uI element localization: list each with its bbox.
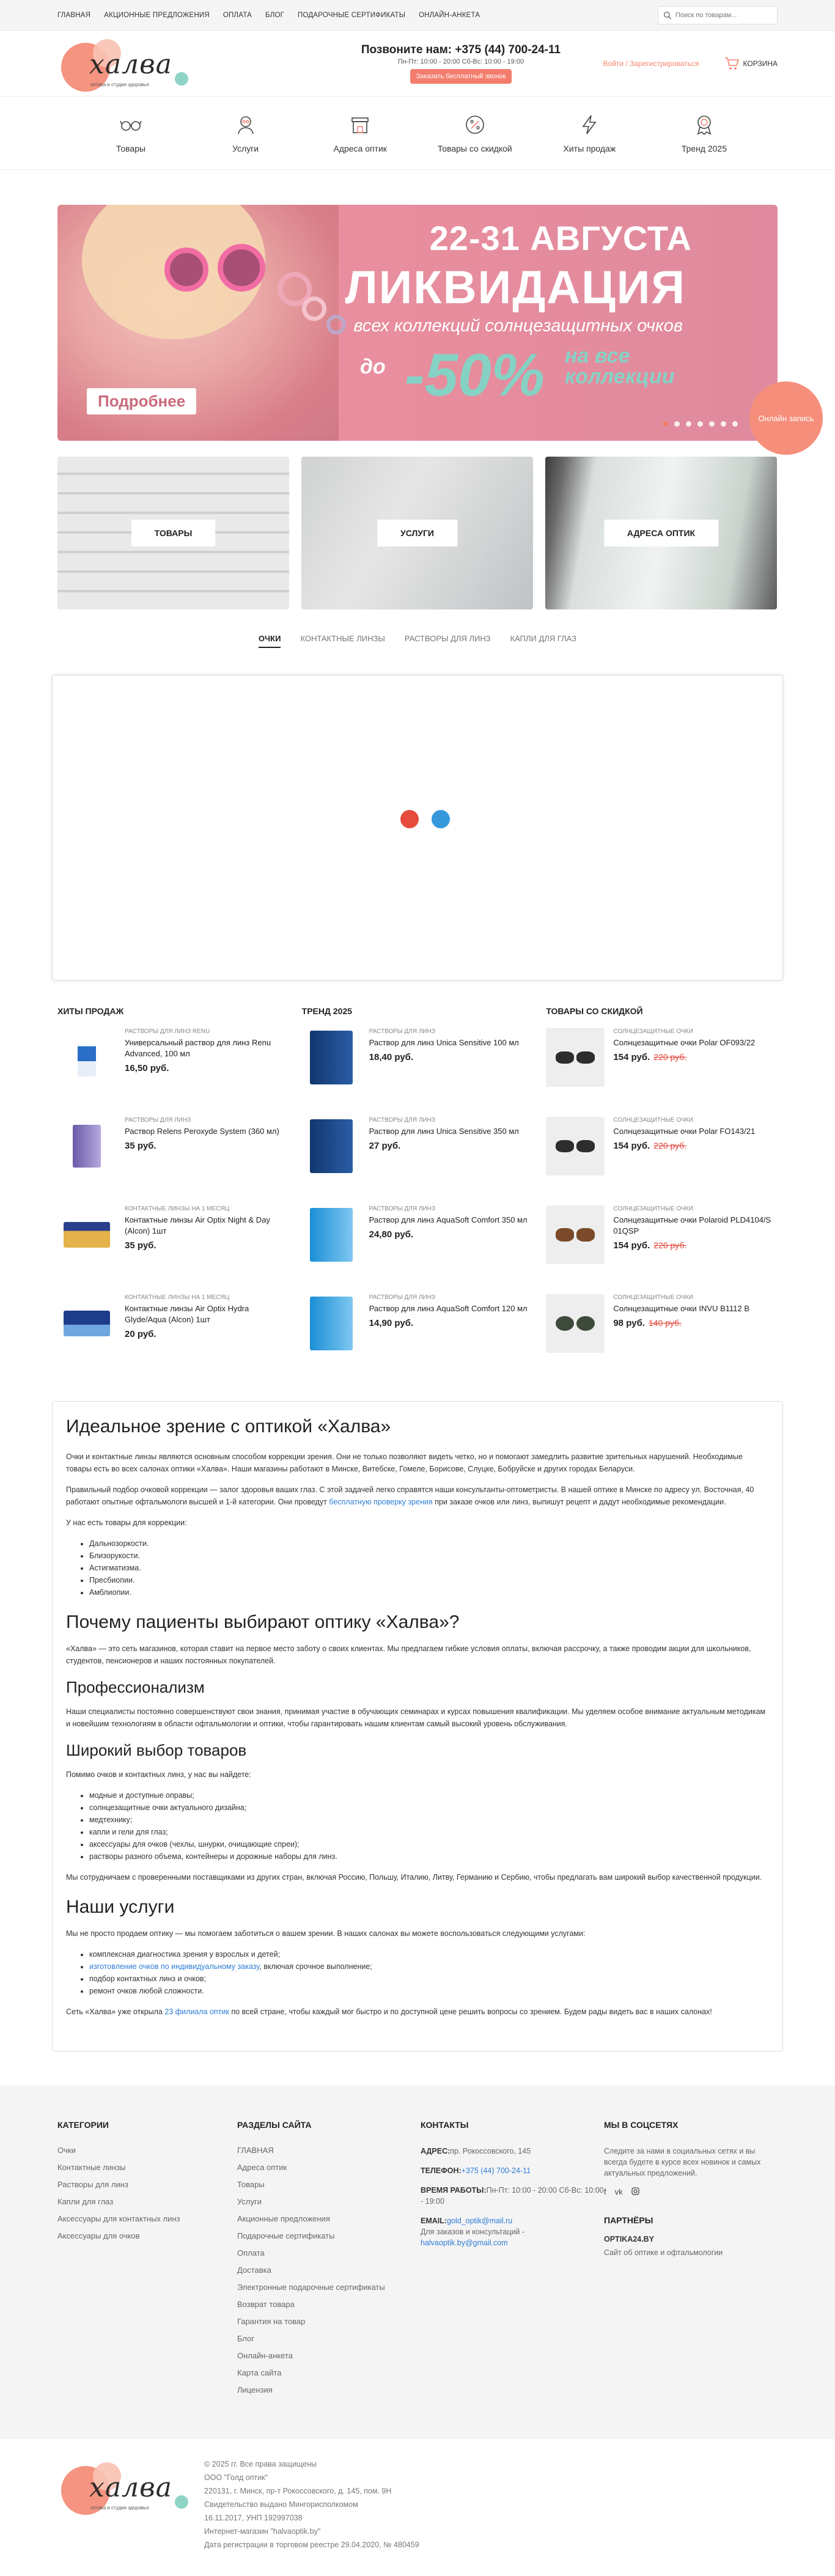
free-eye-exam-link[interactable]: бесплатную проверку зрения <box>329 1498 433 1506</box>
topnav-gift-certificates[interactable]: ПОДАРОЧНЫЕ СЕРТИФИКАТЫ <box>298 12 406 19</box>
footer-email-link[interactable]: gold_optik@mail.ru <box>447 2217 513 2225</box>
hero-discount: -50% <box>405 341 545 408</box>
article-paragraph: Правильный подбор очковой коррекции — залог здоровья ваших глаз. С этой задачей легко справятся наши консультанты-оптометристы. В нашей оптике в Минске по адресу ул. Восточная, 40 работают опытные офтальмологи высшей и 1-й категории. Они проведут бесплатную проверку зрения при заказе очков или линз, выпишут рецепт и дадут необходимые рекомендации. <box>66 1485 754 1506</box>
cart-label: КОРЗИНА <box>743 59 778 68</box>
footer-worktime: ВРЕМЯ РАБОТЫ:Пн-Пт: 10:00 - 20:00 Сб-Вс: 10:00 - 19:00 <box>421 2186 604 2206</box>
list-item: • растворы разного объема, контейнеры и дорожные наборы для линз. <box>89 1850 769 1863</box>
footer-categories <box>57 2120 237 2402</box>
section-tiles <box>57 457 778 609</box>
slider-dot[interactable] <box>709 421 715 427</box>
product-image[interactable] <box>546 1205 605 1264</box>
category-goods[interactable] <box>88 113 174 153</box>
tab-contact-lenses[interactable]: КОНТАКТНЫЕ ЛИНЗЫ <box>300 634 385 643</box>
logo-subtitle: оптика и студия здоровья <box>90 82 149 87</box>
product-price: 14,90 руб. <box>369 1318 414 1328</box>
article-paragraph: Наши специалисты постоянно совершенствуют свои знания, принимая участие в обучающих семинарах и курсах повышения квалификации. Мы уделяем особое внимание актуальным методикам и новейшим технологиям в области офтальмологии и оптики, чтобы гарантировать нашим клиентам самый высокий уровень обслуживания. <box>66 1707 766 1728</box>
footer-category-link[interactable]: Растворы для линз <box>57 2180 128 2189</box>
tab-lens-solutions[interactable]: РАСТВОРЫ ДЛЯ ЛИНЗ <box>404 634 491 643</box>
footer-phone-link[interactable]: +375 (44) 700-24-11 <box>461 2166 531 2175</box>
topnav-promotions[interactable]: АКЦИОННЫЕ ПРЕДЛОЖЕНИЯ <box>104 12 210 19</box>
tile-services[interactable] <box>301 457 533 609</box>
category-discounts[interactable] <box>432 113 518 153</box>
category-nav <box>0 97 835 170</box>
product-card[interactable] <box>302 1028 534 1117</box>
product-old-price: 220 руб. <box>653 1240 687 1250</box>
article-paragraph: Мы сотрудничаем с проверенными поставщиками из других стран, включая Россию, Польшу, Италию, Литву, Германию и Сербию, чтобы предлагать вам широкий выбор качественной продукции. <box>66 1873 762 1882</box>
site-header <box>0 31 835 97</box>
list-item: • Пресбиопии. <box>89 1574 769 1586</box>
product-columns <box>57 1006 778 1383</box>
footer-section-link[interactable]: Услуги <box>237 2197 262 2206</box>
legal-line: 16.11.2017, УНП 192997038 <box>204 2514 303 2522</box>
footer-section-link[interactable]: Возврат товара <box>237 2300 295 2309</box>
header-contacts <box>357 43 565 84</box>
partner-link[interactable]: OPTIKA24.BY <box>604 2235 654 2243</box>
product-name[interactable]: Раствор для линз AquaSoft Comfort 120 мл <box>369 1304 528 1313</box>
category-label: Адреса оптик <box>333 144 387 153</box>
product-category[interactable]: РАСТВОРЫ ДЛЯ ЛИНЗ <box>369 1294 435 1301</box>
product-price: 16,50 руб. <box>125 1063 169 1073</box>
slider-dots <box>663 421 738 427</box>
product-image[interactable] <box>57 1294 116 1353</box>
product-image[interactable] <box>546 1117 605 1176</box>
header-hours: Пн-Пт: 10:00 - 20:00 Сб-Вс: 10:00 - 19:00 <box>397 58 524 65</box>
list-item: • аксессуары для очков (чехлы, шнурки, очищающие спреи); <box>89 1838 769 1850</box>
footer-heading: РАЗДЕЛЫ САЙТА <box>237 2120 312 2130</box>
product-name[interactable]: Раствор для линз AquaSoft Comfort 350 мл <box>369 1215 528 1224</box>
hero-headline: ЛИКВИДАЦИЯ <box>345 262 686 314</box>
category-label: Услуги <box>232 144 259 153</box>
footer-section-link[interactable]: Товары <box>237 2180 265 2189</box>
product-category[interactable]: КОНТАКТНЫЕ ЛИНЗЫ НА 1 МЕСЯЦ <box>125 1205 230 1212</box>
product-column-title: ХИТЫ ПРОДАЖ <box>57 1006 124 1016</box>
vk-icon[interactable]: vk <box>614 2187 623 2196</box>
product-name[interactable]: Солнцезащитные очки Polaroid PLD4104/S 01QSP <box>613 1215 771 1235</box>
footer-section-link[interactable]: Акционные предложения <box>237 2214 330 2223</box>
footer-section-link[interactable]: Карта сайта <box>237 2368 282 2377</box>
product-old-price: 220 руб. <box>653 1052 687 1062</box>
article-subheading: Широкий выбор товаров <box>66 1741 247 1759</box>
topnav-online-form[interactable]: ОНЛАЙН-АНКЕТА <box>419 12 480 19</box>
product-name[interactable]: Раствор для линз Unica Sensitive 100 мл <box>369 1038 519 1047</box>
slider-dot[interactable] <box>697 421 703 427</box>
top-bar <box>0 0 835 31</box>
footer-section-link[interactable]: Блог <box>237 2334 255 2343</box>
product-image[interactable] <box>302 1117 361 1176</box>
footer-email: EMAIL:gold_optik@mail.ru Для заказов и консультаций - halvaoptik.by@gmail.com <box>421 2217 525 2247</box>
instagram-icon[interactable] <box>631 2187 639 2197</box>
search-icon[interactable] <box>663 11 672 20</box>
list-item: • капли и гели для глаз; <box>89 1826 769 1838</box>
footer-section-link[interactable]: ГЛАВНАЯ <box>237 2146 274 2155</box>
product-price: 18,40 руб. <box>369 1052 414 1062</box>
footer-logo[interactable] <box>57 2457 192 2516</box>
product-name[interactable]: Солнцезащитные очки Polar FO143/21 <box>613 1127 756 1136</box>
footer-section-link[interactable]: Адреса оптик <box>237 2163 287 2172</box>
footer-address: АДРЕС:пр. Рокоссовского, 145 <box>421 2147 531 2155</box>
goods-list <box>89 1789 769 1863</box>
product-image[interactable] <box>57 1117 116 1176</box>
glasses-icon <box>119 113 142 136</box>
hero-more-button[interactable]: Подробнее <box>87 388 196 414</box>
loader-dot <box>432 810 450 828</box>
footer-heading: КОНТАКТЫ <box>421 2120 469 2130</box>
tile-addresses[interactable] <box>545 457 777 609</box>
product-card[interactable] <box>57 1205 289 1294</box>
list-item: • модные и доступные оправы; <box>89 1789 769 1801</box>
product-card[interactable] <box>302 1294 534 1383</box>
branches-link[interactable]: 23 филиала оптик <box>164 2007 229 2016</box>
product-card[interactable] <box>57 1294 289 1383</box>
top-nav <box>57 12 480 19</box>
logo-word: халва <box>89 2472 172 2503</box>
login-link[interactable]: Войти / Зарегистрироваться <box>603 59 699 68</box>
product-image[interactable] <box>302 1294 361 1353</box>
topnav-payment[interactable]: ОПЛАТА <box>223 12 252 19</box>
product-name[interactable]: Раствор для линз Unica Sensitive 350 мл <box>369 1127 519 1136</box>
product-category[interactable]: СОЛНЦЕЗАЩИТНЫЕ ОЧКИ <box>613 1028 693 1035</box>
list-item: • подбор контактных линз и очков; <box>89 1973 769 1985</box>
product-name[interactable]: Контактные линзы Air Optix Hydra Glyde/Aqua (Alcon) 1шт <box>125 1304 249 1324</box>
slider-dot[interactable] <box>686 421 691 427</box>
article-subheading: Профессионализм <box>66 1678 205 1696</box>
slider-dot[interactable] <box>732 421 738 427</box>
services-list <box>89 1948 769 1997</box>
percent-icon <box>463 113 487 136</box>
article-paragraph: Очки и контактные линзы являются основным способом коррекции зрения. Они не только позволяют видеть четко, но и помогают замедлить развитие зрительных нарушений. Необходимые товары есть во всех салонах оптики «Халва». Наши магазины работают в Минске, Витебске, Гомеле, Борисове, Слуцке, Бобруйске и других городах Беларуси. <box>66 1452 743 1473</box>
article-heading: Наши услуги <box>66 1897 175 1917</box>
footer-section-link[interactable]: Лицензия <box>237 2385 273 2394</box>
slider-dot[interactable] <box>663 421 668 427</box>
footer-social-text: Следите за нами в социальных сетях и вы всегда будете в курсе всех новинок и самых актуальных предложений. <box>604 2147 761 2177</box>
legal-line: 220131, г. Минск, пр-т Рокоссовского, д. 145, пом. 9Н <box>204 2487 392 2495</box>
custom-glasses-link[interactable]: изготовление очков по индивидуальному заказу <box>89 1962 260 1971</box>
article-paragraph: «Халва» — это сеть магазинов, которая ставит на первое место заботу о своих клиентах. Мы предлагаем гибкие условия оплаты, включая рассрочку, а также проводим акции для школьников, студентов, пенсионеров и наших постоянных покупателей. <box>66 1644 751 1665</box>
list-item: • медтехнику; <box>89 1814 769 1826</box>
category-label: Хиты продаж <box>563 144 616 153</box>
slider-dot[interactable] <box>721 421 726 427</box>
logo-subtitle: оптика и студия здоровья <box>90 2505 149 2511</box>
legal-info <box>204 2457 419 2552</box>
article-paragraph: Помимо очков и контактных линз, у нас вы найдете: <box>66 1770 251 1779</box>
logo[interactable] <box>57 34 192 93</box>
tab-eye-drops[interactable]: КАПЛИ ДЛЯ ГЛАЗ <box>510 634 577 643</box>
product-image[interactable] <box>57 1205 116 1264</box>
list-item: • комплексная диагностика зрения у взрослых и детей; <box>89 1948 769 1960</box>
product-category[interactable]: РАСТВОРЫ ДЛЯ ЛИНЗ <box>369 1117 435 1124</box>
product-category[interactable]: РАСТВОРЫ ДЛЯ ЛИНЗ <box>369 1028 435 1035</box>
footer-bottom <box>0 2439 835 2576</box>
cart-button[interactable] <box>724 56 778 72</box>
product-category[interactable]: СОЛНЦЕЗАЩИТНЫЕ ОЧКИ <box>613 1205 693 1212</box>
article-paragraph: Мы не просто продаем оптику — мы помогаем заботиться о вашем зрении. В наших салонах вы можете воспользоваться следующими услугами: <box>66 1929 586 1938</box>
product-price: 154 руб. 220 руб. <box>613 1240 687 1251</box>
search-box <box>658 6 778 24</box>
footer-category-link[interactable]: Очки <box>57 2146 76 2155</box>
legal-line: Дата регистрации в торговом реестре 29.04.2020, № 480459 <box>204 2541 419 2549</box>
product-price: 154 руб. 220 руб. <box>613 1052 687 1062</box>
product-category[interactable]: РАСТВОРЫ ДЛЯ ЛИНЗ <box>369 1205 435 1212</box>
product-image[interactable] <box>302 1028 361 1087</box>
list-item: • Астигматизма. <box>89 1562 769 1574</box>
product-card[interactable] <box>546 1205 778 1294</box>
product-category[interactable]: КОНТАКТНЫЕ ЛИНЗЫ НА 1 МЕСЯЦ <box>125 1294 230 1301</box>
product-column <box>57 1006 289 1383</box>
legal-line: Интернет-магазин "halvaoptik.by" <box>204 2527 321 2536</box>
search-input[interactable] <box>675 12 772 19</box>
product-price: 20 руб. <box>125 1329 156 1339</box>
product-column-title: ТРЕНД 2025 <box>301 1006 353 1016</box>
footer-heading: МЫ В СОЦСЕТЯХ <box>604 2120 679 2130</box>
product-name[interactable]: Раствор Relens Peroxyde System (360 мл) <box>125 1127 279 1136</box>
product-category[interactable]: СОЛНЦЕЗАЩИТНЫЕ ОЧКИ <box>613 1294 693 1301</box>
hero-subline: всех коллекций солнцезащитных очков <box>353 316 683 336</box>
product-image[interactable] <box>546 1294 605 1353</box>
legal-line: Свидетельство выдано Мингорисполкомом <box>204 2500 358 2509</box>
footer-category-link[interactable]: Контактные линзы <box>57 2163 126 2172</box>
topnav-blog[interactable]: БЛОГ <box>265 12 285 19</box>
product-price: 154 руб. 220 руб. <box>613 1141 687 1151</box>
product-column <box>302 1006 534 1383</box>
footer-phone: ТЕЛЕФОН:+375 (44) 700-24-11 <box>421 2166 531 2175</box>
tab-glasses[interactable]: ОЧКИ <box>259 634 281 648</box>
product-old-price: 140 руб. <box>648 1318 682 1328</box>
category-bestsellers[interactable] <box>546 113 632 153</box>
product-category[interactable]: РАСТВОРЫ ДЛЯ ЛИНЗ <box>125 1117 191 1124</box>
cart-icon <box>724 56 740 72</box>
product-tabs <box>57 634 778 648</box>
footer-section-link[interactable]: Электронные подарочные сертификаты <box>237 2283 385 2292</box>
article-paragraph: Сеть «Халва» уже открыла 23 филиала оптик по всей стране, чтобы каждый мог быстро и по доступной цене решить вопросы со зрением. Будем рады видеть вас в наших салонах! <box>66 2007 712 2016</box>
footer-category-link[interactable]: Аксессуары для контактных линз <box>57 2214 180 2223</box>
correction-list <box>89 1537 769 1599</box>
category-label: Товары со скидкой <box>437 144 512 153</box>
header-phone[interactable]: Позвоните нам: +375 (44) 700-24-11 <box>361 43 561 56</box>
award-icon <box>693 113 716 136</box>
footer-social <box>604 2120 778 2402</box>
footer-heading: КАТЕГОРИИ <box>57 2120 109 2130</box>
category-addresses[interactable] <box>317 113 403 153</box>
tile-addresses-label[interactable]: АДРЕСА ОПТИК <box>604 520 718 546</box>
legal-line: © 2025 гг. Все права защищены <box>204 2460 317 2468</box>
social-icons <box>604 2187 778 2197</box>
product-card[interactable] <box>57 1028 289 1117</box>
eye-doctor-icon <box>234 113 257 136</box>
product-card[interactable] <box>302 1117 534 1205</box>
product-price: 24,80 руб. <box>369 1229 414 1240</box>
product-name[interactable]: Контактные линзы Air Optix Night & Day (Alcon) 1шт <box>125 1215 270 1235</box>
category-services[interactable] <box>203 113 289 153</box>
product-name[interactable]: Солнцезащитные очки Polar OF093/22 <box>613 1038 756 1047</box>
product-card[interactable] <box>302 1205 534 1294</box>
product-price: 98 руб. 140 руб. <box>613 1318 682 1328</box>
footer-section-link[interactable]: Онлайн-анкета <box>237 2351 293 2360</box>
footer-category-link[interactable]: Аксессуары для очков <box>57 2231 140 2240</box>
hero-banner[interactable] <box>57 205 778 441</box>
hero-upto: до <box>360 355 386 378</box>
online-record-button[interactable]: Онлайн запись <box>749 381 823 455</box>
list-item: • Амблиопии. <box>89 1586 769 1599</box>
callback-button[interactable]: Заказать бесплатный звонок <box>410 69 512 84</box>
list-item: • изготовление очков по индивидуальному заказу, включая срочное выполнение; <box>89 1960 769 1973</box>
store-icon <box>348 113 372 136</box>
product-price: 35 руб. <box>125 1141 156 1151</box>
footer-section-link[interactable]: Подарочные сертификаты <box>237 2231 335 2240</box>
product-card[interactable] <box>546 1117 778 1205</box>
product-name[interactable]: Универсальный раствор для линз Renu Advanced, 100 мл <box>125 1038 271 1058</box>
article-paragraph: У нас есть товары для коррекции: <box>66 1518 187 1527</box>
topnav-home[interactable]: ГЛАВНАЯ <box>57 12 91 19</box>
list-item: • ремонт очков любой сложности. <box>89 1985 769 1997</box>
partner-description: Сайт об оптике и офтальмологии <box>604 2248 723 2257</box>
product-card[interactable] <box>546 1028 778 1117</box>
product-category[interactable]: СОЛНЦЕЗАЩИТНЫЕ ОЧКИ <box>613 1117 693 1124</box>
product-price: 27 руб. <box>369 1141 401 1151</box>
product-carousel-loading <box>52 675 783 981</box>
article-title: Идеальное зрение с оптикой «Халва» <box>66 1416 391 1437</box>
product-price: 35 руб. <box>125 1240 156 1251</box>
legal-line: ООО "Голд оптик" <box>204 2473 268 2482</box>
category-label: Тренд 2025 <box>681 144 727 153</box>
footer-section-link[interactable]: Гарантия на товар <box>237 2317 306 2326</box>
footer-heading: ПАРТНЁРЫ <box>604 2215 653 2225</box>
article-heading: Почему пациенты выбирают оптику «Халва»? <box>66 1612 460 1632</box>
product-column <box>546 1006 778 1383</box>
product-image[interactable] <box>302 1205 361 1264</box>
product-category[interactable]: РАСТВОРЫ ДЛЯ ЛИНЗ RENU <box>125 1028 210 1035</box>
footer-contacts <box>421 2120 604 2402</box>
category-label: Товары <box>116 144 146 153</box>
list-item: • солнцезащитные очки актуального дизайна; <box>89 1801 769 1814</box>
footer <box>0 2086 835 2439</box>
footer-section-link[interactable]: Доставка <box>237 2265 271 2275</box>
product-column-title: ТОВАРЫ СО СКИДКОЙ <box>546 1006 643 1016</box>
footer-section-link[interactable]: Оплата <box>237 2248 265 2258</box>
product-image[interactable] <box>546 1028 605 1087</box>
footer-sections <box>237 2120 421 2402</box>
product-old-price: 220 руб. <box>653 1141 687 1150</box>
tile-goods-label[interactable]: ТОВАРЫ <box>131 520 216 546</box>
tile-goods[interactable] <box>57 457 289 609</box>
facebook-icon[interactable]: f <box>604 2187 606 2196</box>
product-card[interactable] <box>57 1117 289 1205</box>
category-trend[interactable] <box>661 113 747 153</box>
tile-services-label[interactable]: УСЛУГИ <box>377 520 457 546</box>
product-name[interactable]: Солнцезащитные очки INVU B1112 B <box>613 1304 750 1313</box>
seo-article <box>52 1401 783 2052</box>
list-item: • Близорукости. <box>89 1550 769 1562</box>
hero-dates: 22-31 АВГУСТА <box>429 219 692 257</box>
logo-word: халва <box>89 49 172 80</box>
loader-dot <box>400 810 419 828</box>
list-item: • Дальнозоркости. <box>89 1537 769 1550</box>
slider-dot[interactable] <box>674 421 680 427</box>
footer-orders-email-link[interactable]: halvaoptik.by@gmail.com <box>421 2239 508 2247</box>
product-image[interactable] <box>57 1028 116 1087</box>
product-card[interactable] <box>546 1294 778 1383</box>
hero-tail: на все коллекции <box>565 344 675 388</box>
footer-category-link[interactable]: Капли для глаз <box>57 2197 114 2206</box>
lightning-icon <box>578 113 601 136</box>
